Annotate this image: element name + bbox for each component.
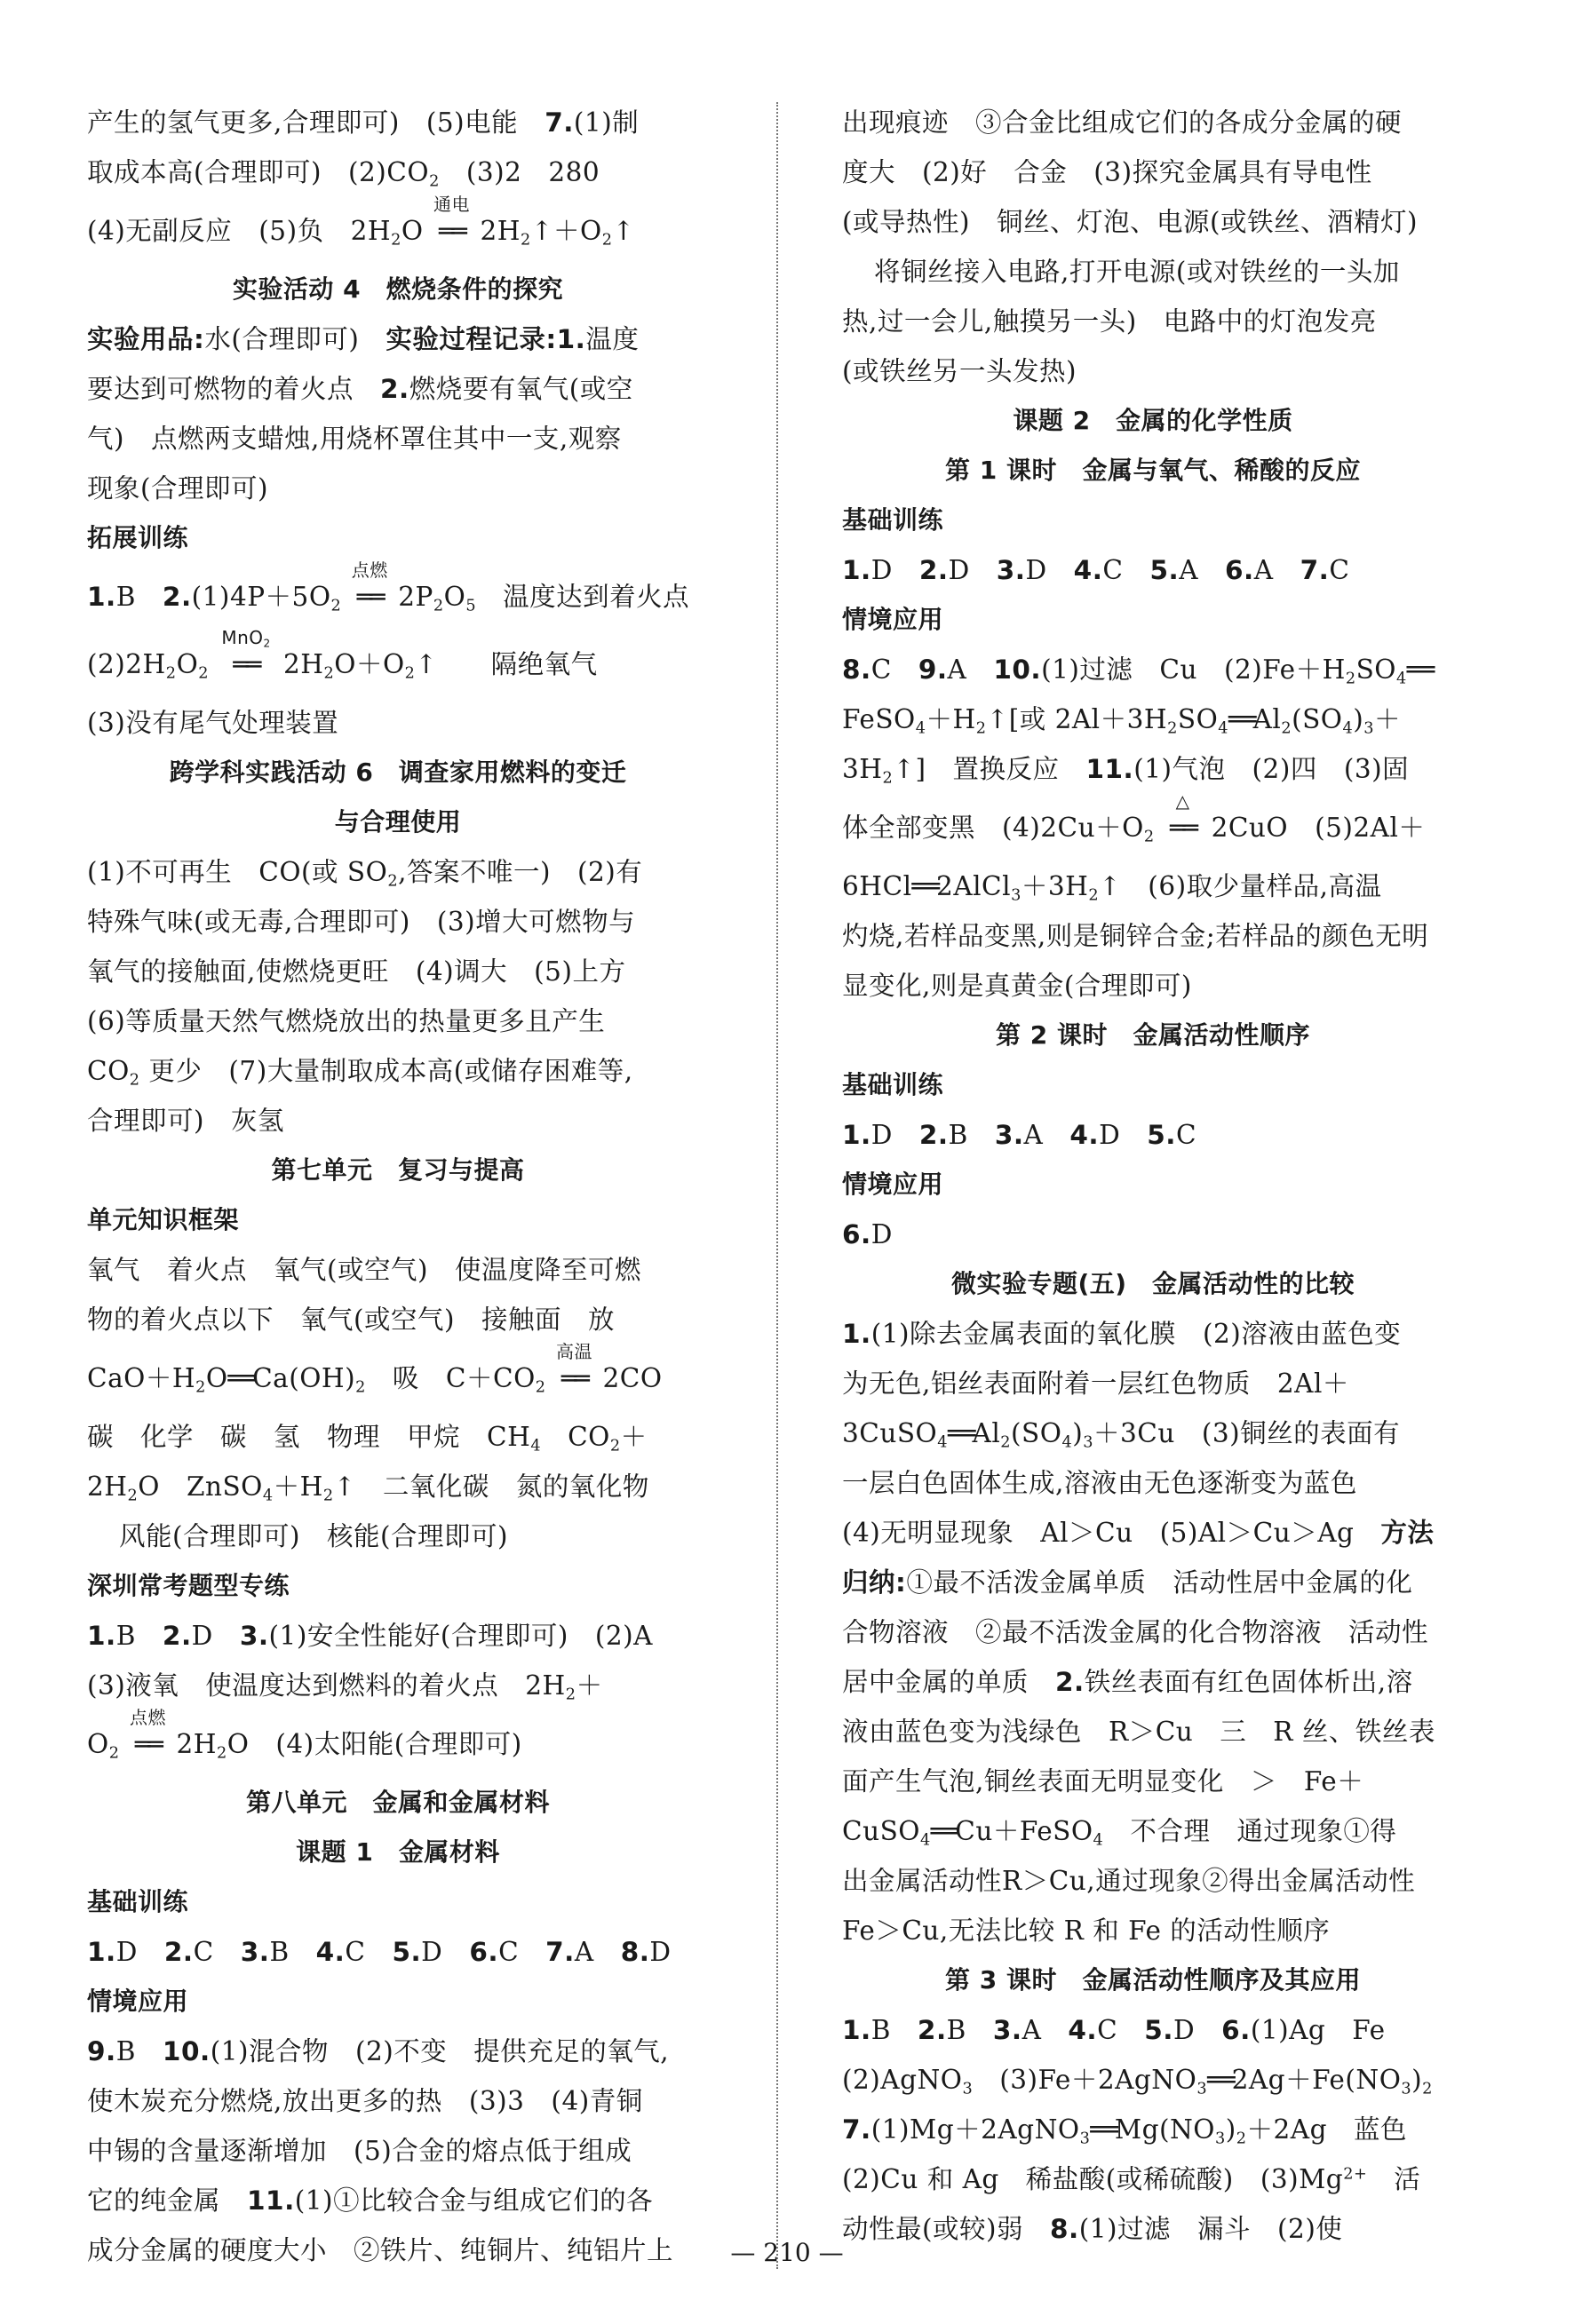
question-number: 4. [1068, 2015, 1098, 2045]
question-number: 7. [1300, 555, 1330, 585]
question-number: 6. [1225, 555, 1254, 585]
reaction-condition: 高温 ══ [556, 1341, 593, 1393]
text-line: (6)等质量天然气燃烧放出的热量更多且产生 [87, 1006, 606, 1036]
answer-letter: C [1097, 2015, 1145, 2045]
answer-list [842, 545, 1464, 595]
text-line: 出金属活动性R＞Cu,通过现象②得出金属活动性 [842, 1866, 1416, 1896]
text-line: Fe＞Cu,无法比较 R 和 Fe 的活动性顺序 [842, 1916, 1331, 1946]
answer-letter: C [1102, 555, 1150, 585]
equation-line: (4)无副反应 (5)负 $2H_2O$ 通电 ══ $2H_2↑+O_2↑$ [87, 194, 635, 250]
text-line: 合理即可) 灰氢 [87, 1106, 285, 1136]
answer-letter: D [870, 555, 919, 585]
question-number: 4. [1069, 1120, 1100, 1150]
answer-letter: B [946, 2015, 993, 2045]
section-heading: 实验活动 4 燃烧条件的探究 [232, 274, 564, 304]
text-line: $3H_2↑$] 置换反应 11.(1)气泡 (2)四 (3)固 [842, 754, 1410, 788]
subsection-heading: 情境应用 [842, 605, 944, 634]
question-number: 4. [315, 1937, 346, 1967]
text-line: 将铜丝接入电路,打开电源(或对铁丝的一头加 [874, 257, 1400, 287]
answer-letter: C [345, 1937, 393, 1967]
text-line: 氧气的接触面,使燃烧更旺 (4)调大 (5)上方 [87, 956, 626, 987]
section-heading: 微实验专题(五) 金属活动性的比较 [950, 1269, 1355, 1298]
answer-list: 1.B 2.B 3.A 4.C 5.D 6.(1)Ag Fe [842, 2015, 1386, 2045]
section-heading: 第七单元 复习与提高 [271, 1155, 525, 1185]
answer-letter: B [948, 1120, 995, 1150]
question-number: 2. [917, 2015, 947, 2045]
text-line: 成分金属的硬度大小 ②铁片、纯铜片、纯铝片上 [87, 2235, 674, 2265]
equation-line: CuSO$_4$══Cu＋FeSO$_4$ 不合理 通过现象①得 [842, 1816, 1397, 1850]
answer-letter: D [1099, 1120, 1148, 1150]
text-line: 实验用品:水(合理即可) 实验过程记录:1.温度 [87, 324, 640, 354]
question-number: 5. [1149, 555, 1180, 585]
equation-line: $6HCl══2AlCl_3+3H_2↑$ (6)取少量样品,高温 [842, 871, 1382, 905]
reaction-condition: MnO$_2$ ══ [221, 627, 271, 679]
text-line: 1.(1)除去金属表面的氧化膜 (2)溶液由蓝色变 [842, 1319, 1402, 1349]
text-line: (或铁丝另一头发热) [842, 356, 1077, 386]
question-number: 1. [842, 1120, 871, 1150]
question-number: 7. [545, 1937, 575, 1967]
equation-line: 8.C 9.A 10.(1)过滤 Cu $(2)Fe+H_2SO_4══$ [842, 654, 1432, 688]
section-heading: 跨学科实践活动 6 调查家用燃料的变迁 [169, 757, 627, 787]
equation-line: $O_2$ 点燃 ══ $2H_2O$ (4)太阳能(合理即可) [87, 1707, 522, 1763]
reaction-condition: 点燃 ══ [129, 1707, 166, 1759]
answer-letter: A [1179, 555, 1226, 585]
answer-letter: A [1023, 1120, 1070, 1150]
subsection-heading: 深圳常考题型专练 [87, 1571, 290, 1600]
section-heading: 课题 1 金属材料 [296, 1837, 500, 1867]
text-line: 为无色,铝丝表面附着一层红色物质 2Al＋ [842, 1368, 1349, 1399]
equation-line: (2)AgNO$_3$ $(3)Fe+2AgNO_3══2Ag+Fe(NO_3)_2$ [842, 2065, 1433, 2098]
answer-letter: A [574, 1937, 621, 1967]
equation-line: 体全部变黑 $(4)2Cu+O_2$ △ ══ 2CuO (5)2Al＋ [842, 790, 1426, 846]
text-line: 气) 点燃两支蜡烛,用烧杯罩住其中一支,观察 [87, 424, 622, 454]
section-heading: 与合理使用 [334, 807, 462, 837]
text-line: 特殊气味(或无毒,合理即可) (3)增大可燃物与 [87, 907, 636, 937]
text-line: 居中金属的单质 2.铁丝表面有红色固体析出,溶 [842, 1667, 1413, 1697]
text-line: 合物溶液 ②最不活泼金属的化合物溶液 活动性 [842, 1617, 1429, 1647]
equation-line: $(2)2H_2O_2$ MnO$_2$ ══ $2H_2O+O_2↑$ 隔绝氧气 [87, 627, 598, 683]
question-number: 3. [994, 1120, 1024, 1150]
text-line: 1.B 2.D 3.(1)安全性能好(合理即可) (2)A [87, 1621, 653, 1651]
text-line: (或导热性) 铜丝、灯泡、电源(或铁丝、酒精灯) [842, 207, 1419, 237]
answer-list [842, 1110, 1464, 1160]
equation-line: $3CuSO_4══Al_2(SO_4)_3+3Cu$ (3)铜丝的表面有 [842, 1418, 1401, 1452]
text-line: 出现痕迹 ③合金比组成它们的各成分金属的硬 [842, 107, 1403, 138]
text-line: 产生的氢气更多,合理即可) (5)电能 7.(1)制 [87, 107, 640, 138]
section-heading: 第 3 课时 金属活动性顺序及其应用 [945, 1965, 1361, 1995]
subsection-heading: 基础训练 [842, 1070, 944, 1099]
left-column [87, 98, 709, 2275]
question-number: 5. [1147, 1120, 1176, 1150]
question-number: 3. [240, 1937, 270, 1967]
answer-letter: D [649, 1937, 698, 1967]
subsection-heading: 情境应用 [87, 1987, 189, 2016]
equation-line: $7.(1)Mg+2AgNO_3══Mg(NO_3)_2+2Ag$ 蓝色 [842, 2114, 1407, 2148]
answer-letter: D [421, 1937, 470, 1967]
text-line: (3)液氧 使温度达到燃料的着火点 $2H_2+$ [87, 1670, 603, 1704]
question-number: 3. [996, 555, 1026, 585]
text-line: 热,过一会儿,触摸另一头) 电路中的灯泡发亮 [842, 306, 1377, 337]
section-heading: 第八单元 金属和金属材料 [245, 1788, 550, 1817]
equation-line: $CaO+H_2O══Ca(OH)_2$ 吸 $C+CO_2$ 高温 ══ 2CO [87, 1341, 663, 1397]
question-number: 2. [918, 555, 949, 585]
answer-letter: D [948, 555, 997, 585]
reaction-condition: 通电 ══ [433, 194, 471, 246]
question-number: 3. [992, 2015, 1022, 2045]
section-heading: 课题 2 金属的化学性质 [1013, 406, 1293, 435]
text-line: $2H_2O$ $ZnSO_4+H_2↑$ 二氧化碳 氮的氧化物 [87, 1471, 649, 1505]
column-divider [776, 102, 778, 2269]
text-line: 灼烧,若样品变黑,则是铜锌合金;若样品的颜色无明 [842, 921, 1429, 951]
text-line: 液由蓝色变为浅绿色 R＞Cu 三 R 丝、铁丝表 [842, 1717, 1435, 1747]
reaction-condition: 点燃 ══ [351, 559, 388, 612]
page-number: — 210 — [730, 2238, 844, 2267]
question-number: 1. [87, 1937, 116, 1967]
text-line: 面产生气泡,铜丝表面无明显变化 ＞ Fe＋ [842, 1766, 1364, 1797]
equation-line: $FeSO_4+H_2↑$[或 $2Al+3H_2SO_4══Al_2(SO_4)_3+$ [842, 704, 1402, 738]
text-line: (2)Cu 和 Ag 稀盐酸(或稀硫酸) $(3)Mg^{2+}$ 活 [842, 2164, 1421, 2194]
subsection-heading: 基础训练 [842, 505, 944, 535]
text-line: $CO_2$ 更少 (7)大量制取成本高(或储存困难等, [87, 1056, 633, 1090]
question-number: 4. [1073, 555, 1103, 585]
text-line: 要达到可燃物的着火点 2.燃烧要有氧气(或空 [87, 374, 633, 404]
text-line: 中锡的含量逐渐增加 (5)合金的熔点低于组成 [87, 2136, 632, 2166]
section-heading: 第 1 课时 金属与氧气、稀酸的反应 [945, 456, 1361, 485]
answer-letter: B [870, 2015, 918, 2045]
text-line: 风能(合理即可) 核能(合理即可) [119, 1521, 509, 1551]
text-line: 动性最(或较)弱 8.(1)过滤 漏斗 (2)使 [842, 2214, 1343, 2244]
answer-letter: C [1175, 1120, 1224, 1150]
text-line: 氧气 着火点 氧气(或空气) 使温度降至可燃 [87, 1255, 642, 1285]
text-line: 一层白色固体生成,溶液由无色逐渐变为蓝色 [842, 1468, 1357, 1498]
subsection-heading: 基础训练 [87, 1887, 189, 1916]
text-line: 9.B 10.(1)混合物 (2)不变 提供充足的氧气, [87, 2036, 670, 2066]
question-number: 1. [842, 2015, 871, 2045]
answer-letter: B [269, 1937, 316, 1967]
text-line: 归纳:①最不活泼金属单质 活动性居中金属的化 [842, 1567, 1413, 1598]
question-number: 5. [1144, 2015, 1173, 2045]
question-number: 2. [163, 1937, 194, 1967]
answer-letter: D [115, 1937, 164, 1967]
question-number: 1. [842, 555, 871, 585]
subsection-heading: 拓展训练 [87, 523, 189, 552]
answer-letter: A [1253, 555, 1300, 585]
answer-list [87, 1927, 709, 1977]
text-line: 显变化,则是真黄金(合理即可) [842, 971, 1192, 1001]
text-line: 它的纯金属 11.(1)①比较合金与组成它们的各 [87, 2185, 654, 2216]
answer-letter: D [870, 1120, 919, 1150]
subsection-heading: 单元知识框架 [87, 1205, 240, 1234]
text-line: 度大 (2)好 合金 (3)探究金属具有导电性 [842, 157, 1372, 187]
text-line: 现象(合理即可) [87, 473, 269, 504]
text-line: (1)不可再生 CO(或 $SO_2$,答案不唯一) (2)有 [87, 857, 643, 891]
reaction-condition: △ ══ [1170, 790, 1196, 843]
answer-letter: C [1329, 555, 1377, 585]
text-line: 碳 化学 碳 氢 物理 甲烷 $CH_4$ $CO_2+$ [87, 1422, 648, 1455]
text-line: 物的着火点以下 氧气(或空气) 接触面 放 [87, 1305, 616, 1335]
answer-letter: C [193, 1937, 241, 1967]
subsection-heading: 情境应用 [842, 1170, 944, 1199]
equation-line: 1.B $2.(1)4P+5O_2$ 点燃 ══ $2P_2O_5$ 温度达到着火点 [87, 559, 690, 615]
section-heading: 第 2 课时 金属活动性顺序 [996, 1020, 1310, 1050]
right-column [842, 98, 1464, 2254]
answer-letter: C [498, 1937, 546, 1967]
text-line: 6.D [842, 1219, 893, 1249]
question-number: 8. [620, 1937, 650, 1967]
answer-letter: D [1173, 2015, 1222, 2045]
text-line: (4)无明显现象 Al＞Cu (5)Al＞Cu＞Ag 方法 [842, 1518, 1435, 1548]
text-line: 取成本高(合理即可) $(2)CO_2$ (3)2 280 [87, 157, 600, 191]
answer-letter: A [1022, 2015, 1069, 2045]
text-line: (3)没有尾气处理装置 [87, 708, 339, 738]
text-line: 使木炭充分燃烧,放出更多的热 (3)3 (4)青铜 [87, 2086, 643, 2116]
question-number: 5. [392, 1937, 422, 1967]
question-number: 6. [469, 1937, 499, 1967]
question-number: 2. [918, 1120, 949, 1150]
answer-letter: D [1025, 555, 1074, 585]
